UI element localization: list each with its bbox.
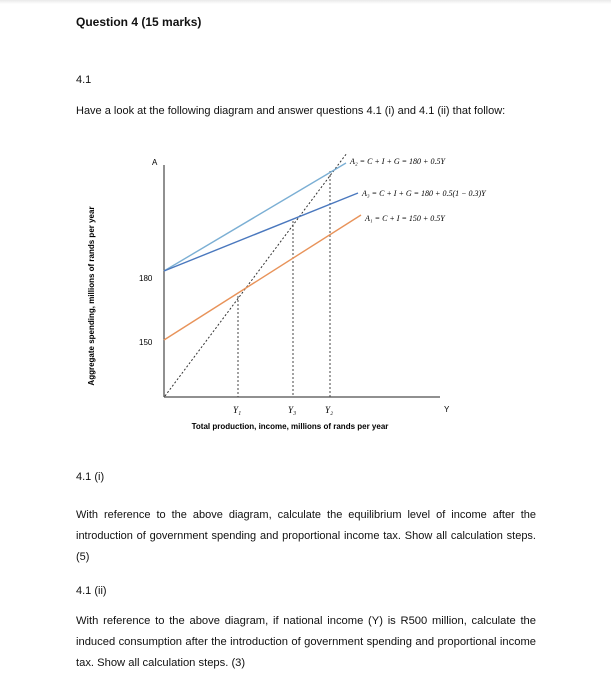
y-tick-150: 150 bbox=[139, 338, 153, 347]
y-axis-title: Aggregate spending, millions of rands per year bbox=[87, 206, 96, 386]
line-a2 bbox=[164, 163, 346, 271]
x-tick-y2: Y₂ bbox=[325, 405, 334, 415]
x-tick-y1: Y₁ bbox=[233, 405, 242, 415]
line-a1 bbox=[164, 215, 361, 340]
label-a1: A₁ = C + I = 150 + 0.5Y bbox=[365, 214, 445, 223]
part-i-text: With reference to the above diagram, calculate the equilibrium level of income after the introduction of government spending and proportional income tax. Show all calculation steps. (5) bbox=[76, 509, 536, 563]
question-number: 4.1 bbox=[76, 74, 92, 86]
x-axis-end-label: Y bbox=[444, 405, 450, 414]
question-title: Question 4 (15 marks) bbox=[76, 15, 202, 29]
label-a2: A₂ = C + I + G = 180 + 0.5Y bbox=[350, 157, 445, 166]
question-intro: Have a look at the following diagram and answer questions 4.1 (i) and 4.1 (ii) that follow: bbox=[76, 105, 506, 117]
part-ii-label: 4.1 (ii) bbox=[76, 585, 107, 597]
x-tick-y3: Y₃ bbox=[288, 405, 297, 415]
label-a3: A₃ = C + I + G = 180 + 0.5(1 − 0.3)Y bbox=[362, 189, 486, 198]
x-axis-title: Total production, income, millions of rands per year bbox=[191, 422, 389, 431]
part-i-label: 4.1 (i) bbox=[76, 471, 105, 483]
forty-five-degree-line bbox=[165, 153, 347, 396]
line-a3 bbox=[164, 193, 358, 271]
part-ii-text: With reference to the above diagram, if national income (Y) is R500 million, calculate the induced consumption after the introduction of government spending and proportional income tax. Show all calculation steps. (3) bbox=[76, 615, 536, 669]
y-tick-180: 180 bbox=[139, 274, 153, 283]
y-axis-end-label: A bbox=[152, 158, 158, 167]
